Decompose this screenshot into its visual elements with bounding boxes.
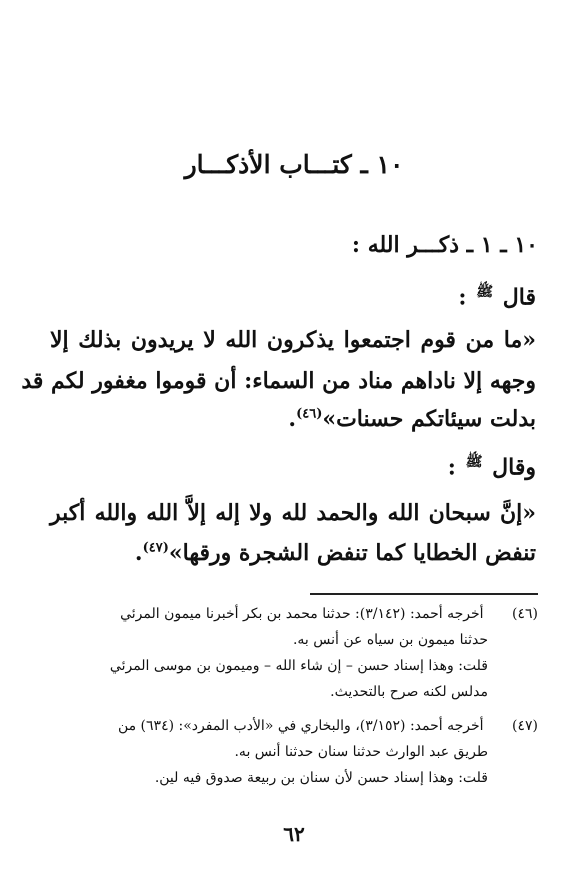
hadith-1-line-1: «ما من قوم اجتمعوا يذكرون الله لا يريدون بذلك إلا bbox=[50, 327, 536, 353]
hadith-2-line-1: «إنَّ سبحان الله والحمد لله ولا إله إلاَّ الله والله أكبر bbox=[50, 500, 536, 526]
hadith-1-line-2: وجهه إلا ناداهم مناد من السماء: أن قوموا مغفور لكم قد bbox=[21, 368, 536, 394]
footnote-46-number: (٤٦) bbox=[512, 606, 538, 622]
hadith-1-text-end: بدلت سيئاتكم حسنات» bbox=[322, 406, 536, 432]
said-label: وقال bbox=[492, 454, 536, 481]
section-title: ١٠ ـ ١ ـ ذكـــر الله : bbox=[351, 232, 538, 258]
said-intro-2 bbox=[448, 453, 536, 480]
footnote-46-line-2: حدثنا ميمون بن سياه عن أنس به. bbox=[292, 632, 488, 648]
hadith-1-line-3 bbox=[50, 406, 536, 432]
footnote-46-line-1 bbox=[120, 606, 538, 622]
said-colon: : bbox=[447, 454, 456, 481]
footnote-47-text-1: أخرجه أحمد: (٣/١٥٢)، والبخاري في «الأدب المفرد»: (٦٣٤) من bbox=[117, 718, 484, 734]
footnote-46-text-1: أخرجه أحمد: (٣/١٤٢): حدثنا محمد بن بكر أخبرنا ميمون المرئي bbox=[120, 606, 484, 622]
salutation-seal-icon: ﷺ bbox=[476, 284, 494, 300]
footnote-47-line-3: قلت: وهذا إسناد حسن لأن سنان بن ربيعة صدوق فيه لين. bbox=[154, 770, 488, 786]
chapter-title: ١٠ ـ كتـــاب الأذكـــار bbox=[184, 150, 404, 179]
page-number: ٦٢ bbox=[283, 822, 305, 846]
footnote-47-line-1 bbox=[118, 718, 538, 734]
said-intro-1 bbox=[458, 283, 536, 310]
end-dot: . bbox=[134, 540, 143, 566]
said-label: قال bbox=[502, 284, 536, 311]
salutation-seal-icon: ﷺ bbox=[465, 454, 483, 470]
footnote-47-line-2: طريق عبد الوارث حدثنا سنان حدثنا أنس به. bbox=[234, 744, 488, 760]
footnote-ref-47: (٤٧) bbox=[142, 540, 169, 556]
end-dot: . bbox=[288, 406, 297, 432]
hadith-2-text-end: تنفض الخطايا كما تنفض الشجرة ورقها» bbox=[168, 540, 536, 566]
footnote-46-line-3: قلت: وهذا إسناد حسن – إن شاء الله – وميمون بن موسى المرئي bbox=[109, 658, 488, 674]
footnote-ref-46: (٤٦) bbox=[296, 406, 323, 422]
said-colon: : bbox=[458, 284, 467, 311]
footnote-46-line-4: مدلس لكنه صرح بالتحديث. bbox=[330, 684, 488, 700]
footnote-47-number: (٤٧) bbox=[512, 718, 538, 734]
hadith-2-line-2 bbox=[50, 540, 536, 566]
footnote-separator bbox=[310, 593, 538, 595]
